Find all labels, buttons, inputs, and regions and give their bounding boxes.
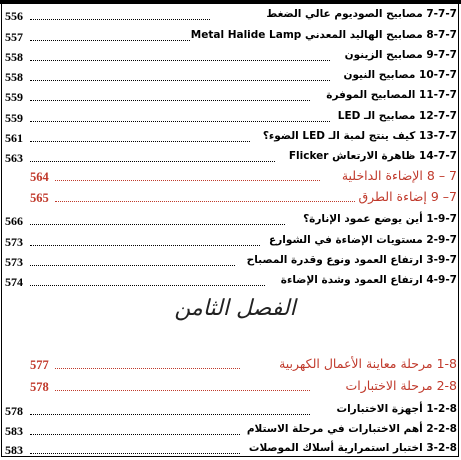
toc-section-entry[interactable] [0, 355, 461, 375]
dot-leader [30, 100, 310, 101]
page-number: 583 [5, 443, 23, 457]
page-number: 558 [5, 50, 23, 64]
toc-entry[interactable] [0, 128, 461, 148]
dot-leader [30, 80, 330, 81]
entry-title: 1-9-7 أين يوضع عمود الإنارة؟ [303, 213, 457, 225]
toc-entry[interactable] [0, 232, 461, 252]
page-number: 561 [5, 131, 23, 145]
page-number: 578 [5, 404, 23, 418]
entry-title: 3-2-8 اختبار استمرارية أسلاك الموصلات [248, 442, 457, 454]
dot-leader [30, 453, 240, 454]
toc-entry[interactable] [0, 252, 461, 272]
entry-title: 14-7-7 ظاهرة الارتعاش Flicker [288, 150, 457, 162]
page-number: 574 [5, 275, 23, 289]
entry-title: 9-7-7 مصابيح الزينون [344, 49, 457, 61]
dot-leader [30, 40, 190, 41]
dot-leader [55, 390, 310, 391]
section-title: 2-8 مرحلة الاختبارات [345, 378, 457, 393]
toc-entry[interactable] [0, 272, 461, 292]
page-number: 563 [5, 151, 23, 165]
page-number: 559 [5, 90, 23, 104]
toc-entry[interactable] [0, 148, 461, 168]
dot-leader [30, 414, 310, 415]
page-number: 573 [5, 235, 23, 249]
dot-leader [30, 19, 210, 20]
entry-title: 7-7-7 مصابيح الصوديوم عالي الضغط [266, 8, 457, 20]
toc-section-entry[interactable] [0, 167, 461, 187]
toc-entry[interactable] [0, 27, 461, 47]
toc-entry[interactable] [0, 87, 461, 107]
dot-leader [30, 141, 250, 142]
dot-leader [30, 434, 240, 435]
dot-leader [55, 368, 240, 369]
page-number: 573 [5, 255, 23, 269]
dot-leader [30, 265, 235, 266]
dot-leader [30, 161, 275, 162]
entry-title: 13-7-7 كيف ينتج لمبة الـ LED الضوء؟ [262, 130, 457, 142]
dot-leader [30, 60, 330, 61]
dot-leader [55, 201, 355, 202]
page-number: 556 [5, 9, 23, 23]
dot-leader [30, 224, 285, 225]
toc-entry[interactable] [0, 108, 461, 128]
toc-section-entry[interactable] [0, 377, 461, 397]
page-number: 559 [5, 111, 23, 125]
toc-entry[interactable] [0, 211, 461, 231]
dot-leader [30, 245, 260, 246]
entry-title: 10-7-7 مصابيح النيون [343, 69, 457, 81]
entry-title: 4-9-7 ارتفاع العمود وشدة الإضاءة [280, 274, 457, 286]
page-number: 583 [5, 424, 23, 438]
page-number: 577 [30, 358, 49, 372]
toc-entry[interactable] [0, 401, 461, 421]
toc-entry[interactable] [0, 6, 461, 26]
page-number: 564 [30, 170, 49, 184]
dot-leader [30, 285, 265, 286]
toc-entry[interactable] [0, 47, 461, 67]
dot-leader [55, 180, 320, 181]
page-number: 557 [5, 30, 23, 44]
page-number: 578 [30, 380, 49, 394]
section-title: 7 – 8 الإضاءة الداخلية [341, 168, 457, 183]
entry-title: 2-9-7 مستويات الإضاءة في الشوارع [269, 234, 457, 246]
dot-leader [30, 121, 330, 122]
section-title: 1-8 مرحلة معاينة الأعمال الكهربية [279, 356, 457, 371]
page-number: 566 [5, 214, 23, 228]
toc-entry[interactable] [0, 421, 461, 441]
toc-entry[interactable] [0, 440, 461, 460]
entry-title: 8-7-7 مصابيح الهاليد المعدني Metal Halide Lamp [190, 29, 457, 41]
entry-title: 1-2-8 أجهزة الاختبارات [336, 403, 457, 415]
section-title: 7– 9 إضاءة الطرق [358, 189, 457, 204]
toc-section-entry[interactable] [0, 188, 461, 208]
entry-title: 11-7-7 المصابيح الموفرة [326, 89, 457, 101]
toc-entry[interactable] [0, 67, 461, 87]
page-number: 565 [30, 191, 49, 205]
entry-title: 2-2-8 أهم الاختبارات في مرحلة الاستلام [246, 423, 457, 435]
page-number: 558 [5, 70, 23, 84]
chapter-title: الفصل الثامن [174, 296, 296, 321]
entry-title: 3-9-7 ارتفاع العمود ونوع وقدرة المصباح [246, 254, 457, 266]
entry-title: 12-7-7 مصابيح الـ LED [337, 110, 457, 122]
